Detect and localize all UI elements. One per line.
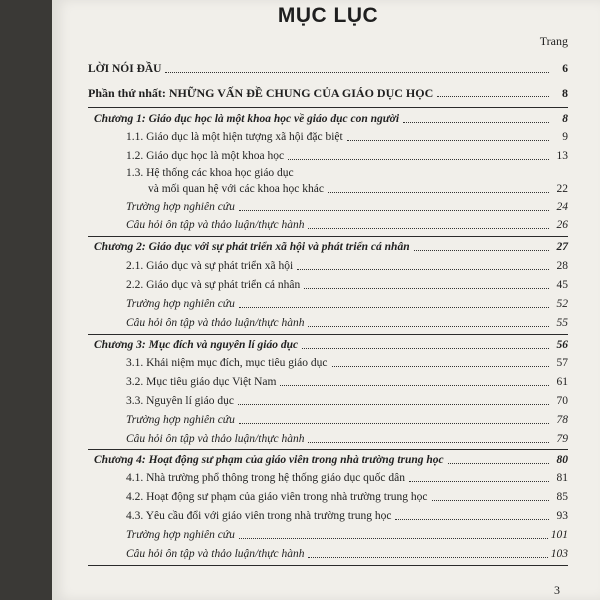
case-label: Trường hợp nghiên cứu — [126, 298, 235, 310]
case-page: 101 — [550, 529, 568, 541]
section-label: 2.2. Giáo dục và sự phát triển cá nhân — [126, 279, 301, 291]
section-page: 61 — [556, 376, 568, 388]
chapter-title: Chương 3: Mục đích và nguyên lí giáo dục — [94, 339, 299, 351]
leader-dots — [308, 228, 549, 229]
questions-label: Câu hỏi ôn tập và thảo luận/thực hành — [126, 548, 305, 560]
leader-dots — [238, 404, 549, 405]
section-label: 3.1. Khái niệm mục đích, mục tiêu giáo dục — [126, 357, 328, 369]
toc-chapter-1 — [94, 112, 568, 126]
section-label: 4.3. Yêu cầu đổi với giáo viên trong nhà trường trung học — [126, 510, 392, 522]
leader-dots — [414, 250, 549, 251]
section-page: 85 — [556, 491, 568, 503]
case-page: 78 — [556, 414, 568, 426]
section-label: 4.1. Nhà trường phổ thông trong hệ thống giáo dục quốc dân — [126, 472, 406, 484]
leader-dots — [239, 538, 548, 539]
chapter-page: 8 — [562, 113, 568, 125]
leader-dots — [347, 140, 549, 141]
toc-entry-page: 6 — [562, 63, 568, 75]
leader-dots — [308, 442, 549, 443]
toc-questions — [126, 218, 568, 232]
leader-dots — [239, 423, 549, 424]
leader-dots — [432, 500, 549, 501]
section-label: 1.3. Hệ thống các khoa học giáo dục — [126, 167, 294, 179]
chapter-divider — [88, 334, 568, 335]
leader-dots — [304, 288, 549, 289]
toc-section — [148, 182, 568, 196]
case-page: 52 — [556, 298, 568, 310]
section-page: 22 — [556, 183, 568, 195]
leader-dots — [332, 366, 549, 367]
leader-dots — [448, 463, 549, 464]
chapter-title: Chương 4: Hoạt động sư phạm của giáo viên trong nhà trường trung học — [94, 454, 444, 466]
toc-entry-preface — [88, 62, 568, 76]
toc-questions — [126, 547, 568, 561]
toc-entry-page: 8 — [562, 86, 568, 100]
questions-label: Câu hỏi ôn tập và thảo luận/thực hành — [126, 219, 305, 231]
toc-questions — [126, 316, 568, 330]
toc-case-study — [126, 200, 568, 214]
chapter-divider — [88, 565, 568, 566]
case-label: Trường hợp nghiên cứu — [126, 201, 235, 213]
case-page: 24 — [556, 201, 568, 213]
questions-page: 55 — [556, 317, 568, 329]
toc-section — [126, 259, 568, 273]
toc-case-study — [126, 528, 568, 542]
section-label: 1.2. Giáo dục học là một khoa học — [126, 150, 285, 162]
chapter-page: 80 — [556, 454, 568, 466]
section-page: 81 — [556, 472, 568, 484]
toc-section — [126, 394, 568, 408]
leader-dots — [297, 269, 549, 270]
toc-section — [126, 490, 568, 504]
case-label: Trường hợp nghiên cứu — [126, 529, 235, 541]
chapter-divider — [88, 449, 568, 450]
section-page: 28 — [556, 260, 568, 272]
page-column-label: Trang — [539, 34, 568, 48]
leader-dots — [308, 326, 549, 327]
toc-section — [126, 509, 568, 523]
leader-dots — [395, 519, 549, 520]
section-label: 3.2. Mục tiêu giáo dục Việt Nam — [126, 376, 277, 388]
toc-entry-part — [88, 86, 568, 100]
section-label: 3.3. Nguyên lí giáo dục — [126, 395, 234, 407]
questions-label: Câu hỏi ôn tập và thảo luận/thực hành — [126, 433, 305, 445]
questions-page: 26 — [556, 219, 568, 231]
leader-dots — [328, 192, 549, 193]
toc-entry-label: Phần thứ nhất: NHỮNG VẤN ĐỀ CHUNG CỦA GIÁO DỤC HỌC — [88, 86, 434, 100]
leader-dots — [437, 96, 549, 97]
toc-entry-label: LỜI NÓI ĐẦU — [88, 63, 162, 75]
toc-section — [126, 375, 568, 389]
toc-section — [126, 471, 568, 485]
leader-dots — [288, 159, 549, 160]
toc-section — [126, 278, 568, 292]
questions-page: 79 — [556, 433, 568, 445]
section-page: 93 — [556, 510, 568, 522]
toc-case-study — [126, 413, 568, 427]
toc-section — [126, 130, 568, 144]
questions-page: 103 — [550, 548, 568, 560]
case-label: Trường hợp nghiên cứu — [126, 414, 235, 426]
chapter-divider — [88, 107, 568, 108]
section-label: 4.2. Hoạt động sư phạm của giáo viên trong nhà trường trung học — [126, 491, 428, 503]
leader-dots — [239, 307, 549, 308]
leader-dots — [280, 385, 549, 386]
section-page: 13 — [556, 150, 568, 162]
questions-label: Câu hỏi ôn tập và thảo luận/thực hành — [126, 317, 305, 329]
leader-dots — [403, 122, 549, 123]
toc-section — [126, 149, 568, 163]
section-page: 57 — [556, 357, 568, 369]
chapter-title: Chương 2: Giáo dục với sự phát triển xã hội và phát triển cá nhân — [94, 241, 410, 253]
toc-chapter-2 — [94, 240, 568, 254]
leader-dots — [409, 481, 549, 482]
chapter-page: 27 — [556, 241, 568, 253]
section-page: 9 — [562, 131, 568, 143]
toc-case-study — [126, 297, 568, 311]
toc-chapter-3 — [94, 338, 568, 352]
section-page: 70 — [556, 395, 568, 407]
toc-questions — [126, 432, 568, 446]
book-page — [52, 0, 600, 600]
section-label: và mối quan hệ với các khoa học khác — [148, 183, 324, 195]
leader-dots — [302, 348, 549, 349]
toc-content — [88, 0, 568, 600]
chapter-divider — [88, 236, 568, 237]
leader-dots — [308, 557, 547, 558]
page-title: MỤC LỤC — [277, 4, 379, 27]
toc-chapter-4 — [94, 453, 568, 467]
toc-section — [126, 356, 568, 370]
leader-dots — [239, 210, 549, 211]
section-label: 2.1. Giáo dục và sự phát triển xã hội — [126, 260, 294, 272]
section-page: 45 — [556, 279, 568, 291]
chapter-page: 56 — [556, 339, 568, 351]
chapter-title: Chương 1: Giáo dục học là một khoa học về giáo dục con người — [94, 113, 400, 125]
leader-dots — [165, 72, 549, 73]
page-number: 3 — [554, 583, 560, 597]
section-label: 1.1. Giáo dục là một hiện tượng xã hội đặc biệt — [126, 131, 343, 143]
